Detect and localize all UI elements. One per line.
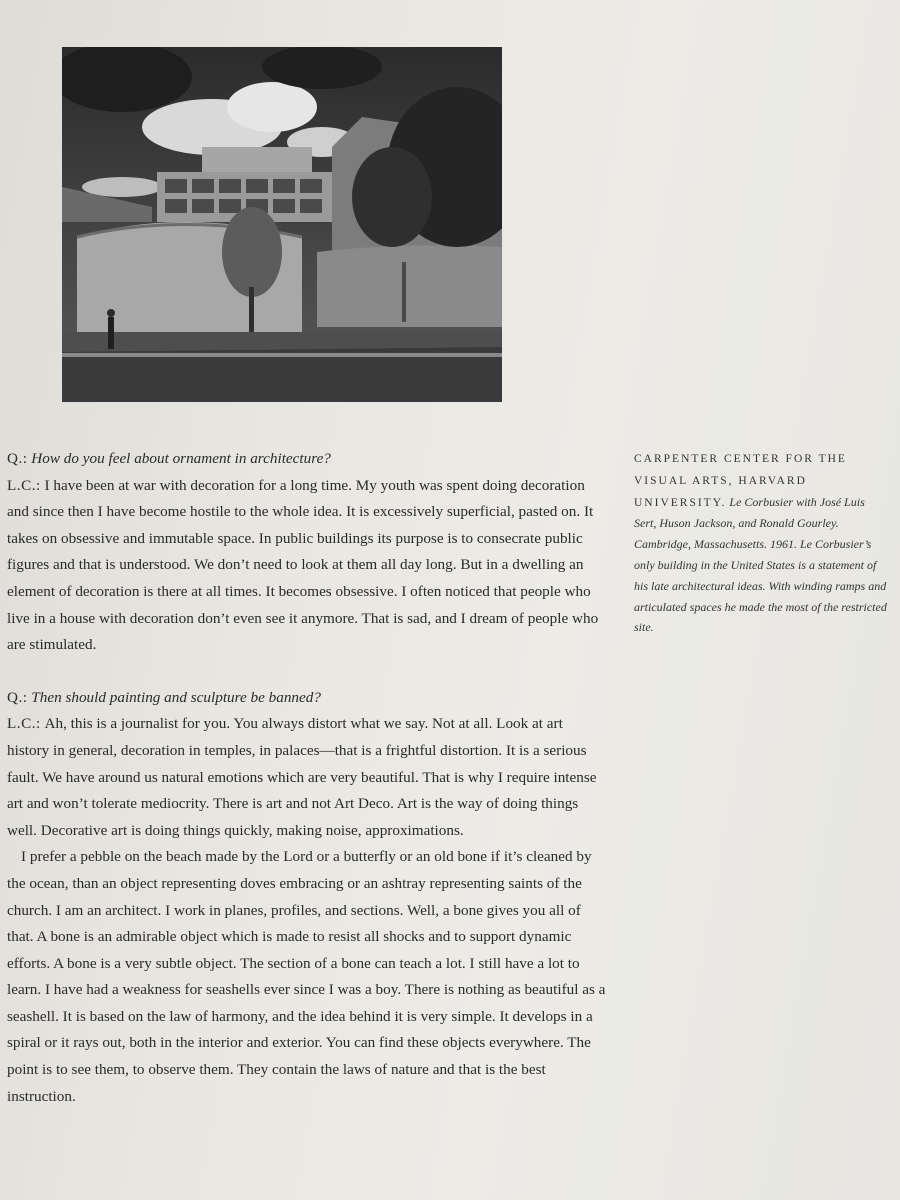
question-label: Q.:	[7, 688, 28, 706]
question-line	[7, 685, 607, 712]
answer-label: L.C.:	[7, 715, 41, 733]
answer-paragraph	[7, 473, 607, 659]
caption-title: CARPENTER CENTER FOR THE VISUAL ARTS, HARVARD UNIVERSITY.	[634, 453, 847, 509]
caption-description: Le Corbusier with José Luis Sert, Huson Jackson, and Ronald Gourley. Cambridge, Massachusetts. 1961. Le Corbusier’s only building in the United States is a statement of his late architectural ideas. With winding ramps and articulated spaces he made the most of the restricted site.	[634, 494, 887, 635]
question-text: Then should painting and sculpture be banned?	[31, 688, 321, 706]
question-line	[7, 446, 607, 473]
answer-text: Ah, this is a journalist for you. You always distort what we say. Not at all. Look at art history in general, decoration in temples, in palaces—that is a frightful distortion. It is a serious fault. We have around us natural emotions which are very beautiful. That is why I require intense art and won’t tolerate mediocrity. There is art and not Art Deco. Art is the way of doing things well. Decorative art is doing things quickly, making noise, approximations.	[7, 715, 597, 839]
answer-paragraph	[7, 711, 607, 844]
photo-caption	[634, 448, 889, 638]
interview-text	[7, 446, 607, 1110]
question-label: Q.:	[7, 450, 28, 467]
answer-text: I have been at war with decoration for a long time. My youth was spent doing decoration and since then I have become hostile to the whole idea. It is excessively superficial, pasted on. It takes on obsessive and immutable space. In public buildings its purpose is to consecrate public figures and that is understood. We don’t need to look at them all day long. But in a dwelling an element of decoration is there at all times. It becomes obsessive. I often noticed that people who live in a house with decoration don’t even see it anymore. That is sad, and I dream of people who are stimulated.	[7, 476, 599, 654]
qa-block-ornament	[7, 446, 607, 659]
answer-label: L.C.:	[7, 476, 41, 494]
qa-block-painting	[7, 685, 607, 1111]
answer-paragraph: I prefer a pebble on the beach made by the Lord or a butterfly or an old bone if it’s cleaned by the ocean, than an object representing doves embracing or an ashtray representing saints of the church. I am an architect. I work in planes, profiles, and sections. Well, a bone gives you all of that. A bone is an admirable object which is made to resist all shocks and to support dynamic efforts. A bone is a very subtle object. The section of a bone can teach a lot. I still have a lot to learn. I have had a weakness for seashells ever since I was a boy. There is nothing as beautiful as a seashell. It is based on the law of harmony, and the idea behind it is very simple. It develops in a spiral or it rays out, both in the interior and exterior. You can find these objects everywhere. The point is to see them, to observe them. They contain the laws of nature and that is the best instruction.	[7, 848, 606, 1105]
building-photograph	[62, 47, 502, 402]
question-text: How do you feel about ornament in architecture?	[31, 450, 331, 467]
carpenter-center-image	[62, 47, 502, 402]
